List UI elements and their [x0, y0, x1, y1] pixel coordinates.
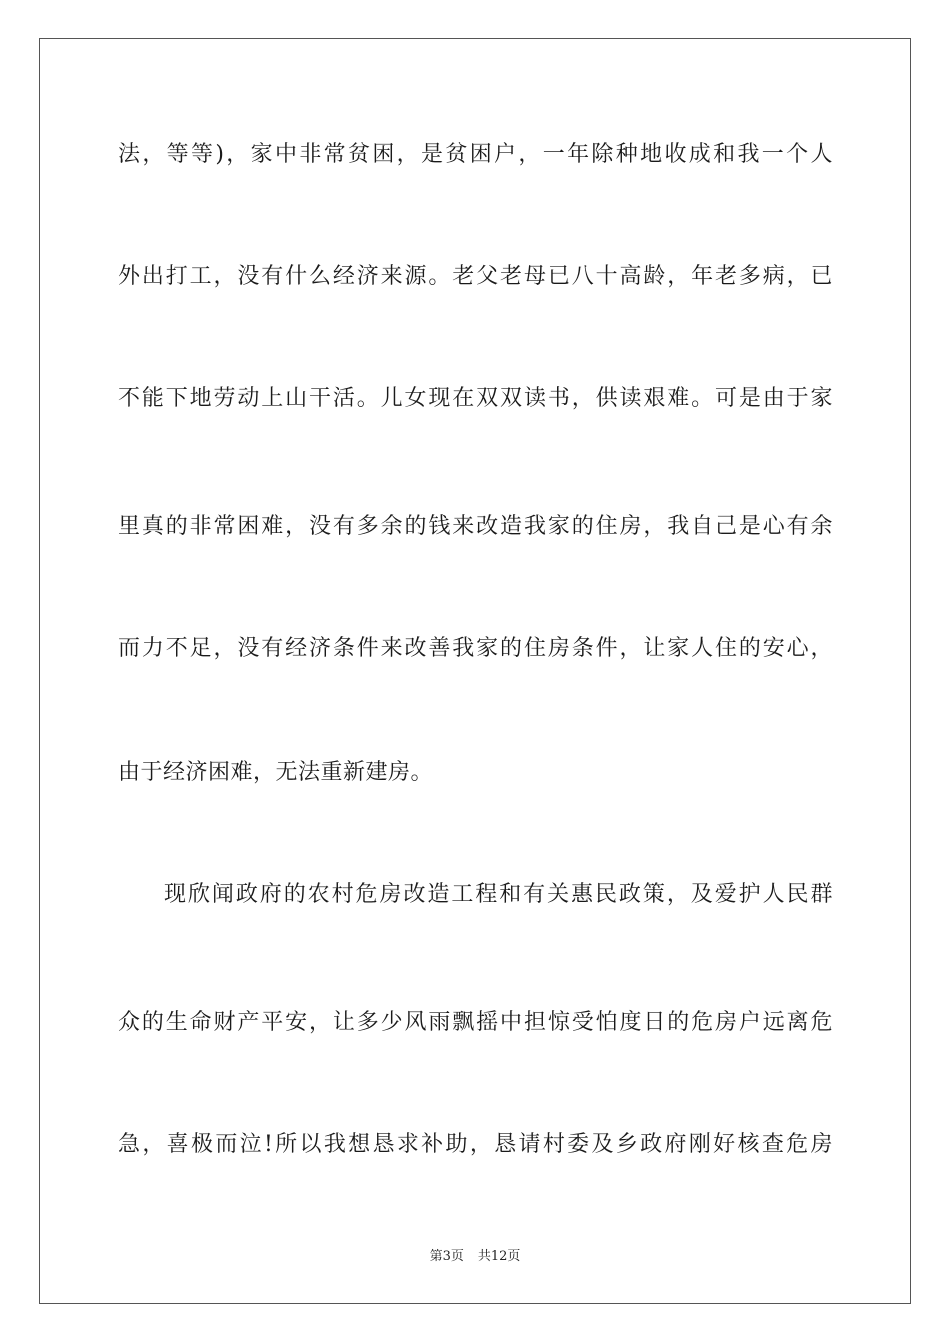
page-footer	[0, 1248, 950, 1266]
paragraph-line: 法，等等)，家中非常贫困，是贫困户，一年除种地收成和我一个人	[118, 142, 833, 167]
paragraph-line: 里真的非常困难，没有多余的钱来改造我家的住房，我自己是心有余	[118, 514, 833, 539]
paragraph-line: 而力不足，没有经济条件来改善我家的住房条件，让家人住的安心，	[118, 636, 833, 661]
page-number: 第3页	[429, 1249, 464, 1264]
paragraph-line: 由于经济困难，无法重新建房。	[118, 760, 434, 785]
paragraph-line: 现欣闻政府的农村危房改造工程和有关惠民政策，及爱护人民群	[164, 882, 833, 907]
paragraph-line: 急，喜极而泣!所以我想恳求补助，恳请村委及乡政府刚好核查危房	[118, 1132, 833, 1157]
paragraph-line: 众的生命财产平安，让多少风雨飘摇中担惊受怕度日的危房户远离危	[118, 1010, 833, 1035]
paragraph-line: 不能下地劳动上山干活。儿女现在双双读书，供读艰难。可是由于家	[118, 386, 833, 411]
paragraph-line: 外出打工，没有什么经济来源。老父老母已八十高龄，年老多病，已	[118, 264, 833, 289]
page-border	[39, 38, 911, 1304]
page-total: 共12页	[477, 1249, 521, 1264]
